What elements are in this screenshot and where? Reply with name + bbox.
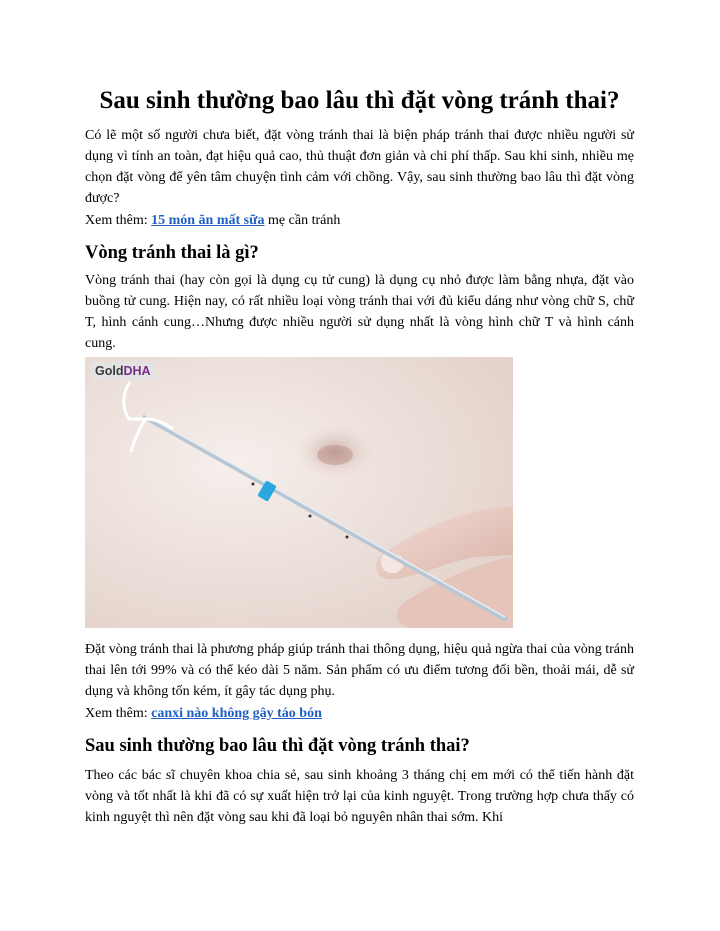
see-more-line-2 (85, 703, 634, 724)
logo-dha-text: DHA (123, 364, 151, 378)
see-more-link-1[interactable]: 15 món ăn mất sữa (151, 213, 265, 228)
see-more-prefix-2: Xem thêm: (85, 706, 152, 721)
page-title: Sau sinh thường bao lâu thì đặt vòng tránh thai? (99, 87, 620, 114)
see-more-line-1 (85, 210, 634, 231)
see-more-prefix: Xem thêm: (85, 213, 152, 228)
section-1-paragraph: Vòng tránh thai (hay còn gọi là dụng cụ tử cung) là dụng cụ nhỏ được làm bằng nhựa, đặt vào buồng tử cung. Hiện nay, có rất nhiều loại vòng tránh thai với đủ kiểu dáng như vòng chữ S, chữ T, hình cánh cung…Nhưng được nhiều người sử dụng nhất là vòng hình chữ T và hình cánh cung. (85, 273, 634, 351)
intro-paragraph: Có lẽ một số người chưa biết, đặt vòng tránh thai là biện pháp tránh thai được nhiều người sử dụng vì tính an toàn, đạt hiệu quả cao, thủ thuật đơn giản và chi phí thấp. Sau khi sinh, nhiều mẹ chọn đặt vòng để yên tâm chuyện tình cảm với chồng. Vậy, sau sinh thường bao lâu thì đặt vòng được? (85, 128, 634, 206)
gold-dha-logo (91, 362, 155, 380)
section-heading-2: Sau sinh thường bao lâu thì đặt vòng tránh thai? (85, 736, 470, 756)
paragraph-after-image: Đặt vòng tránh thai là phương pháp giúp tránh thai thông dụng, hiệu quả ngừa thai của vòng tránh thai lên tới 99% và có thể kéo dài 5 năm. Sản phẩm có ưu điểm tương đối bền, thoải mái, dễ sử dụng và không tốn kém, ít gây tác dụng phụ. (85, 642, 634, 699)
iud-photo (85, 357, 513, 628)
iud-illustration (85, 357, 513, 628)
section-2-paragraph: Theo các bác sĩ chuyên khoa chia sẻ, sau sinh khoảng 3 tháng chị em mới có thể tiến hành đặt vòng và tốt nhất là khi đã có sự xuất hiện trở lại của kinh nguyệt. Trong trường hợp chưa thấy có kinh nguyệt thì nên đặt vòng sau khi đã loại bỏ nguyên nhân thai sớm. Khi (85, 768, 634, 825)
see-more-link-2[interactable]: canxi nào không gây táo bón (151, 706, 322, 721)
logo-gold-text: Gold (95, 364, 124, 378)
see-more-suffix: mẹ cần tránh (264, 213, 341, 228)
section-heading-1: Vòng tránh thai là gì? (85, 243, 259, 263)
